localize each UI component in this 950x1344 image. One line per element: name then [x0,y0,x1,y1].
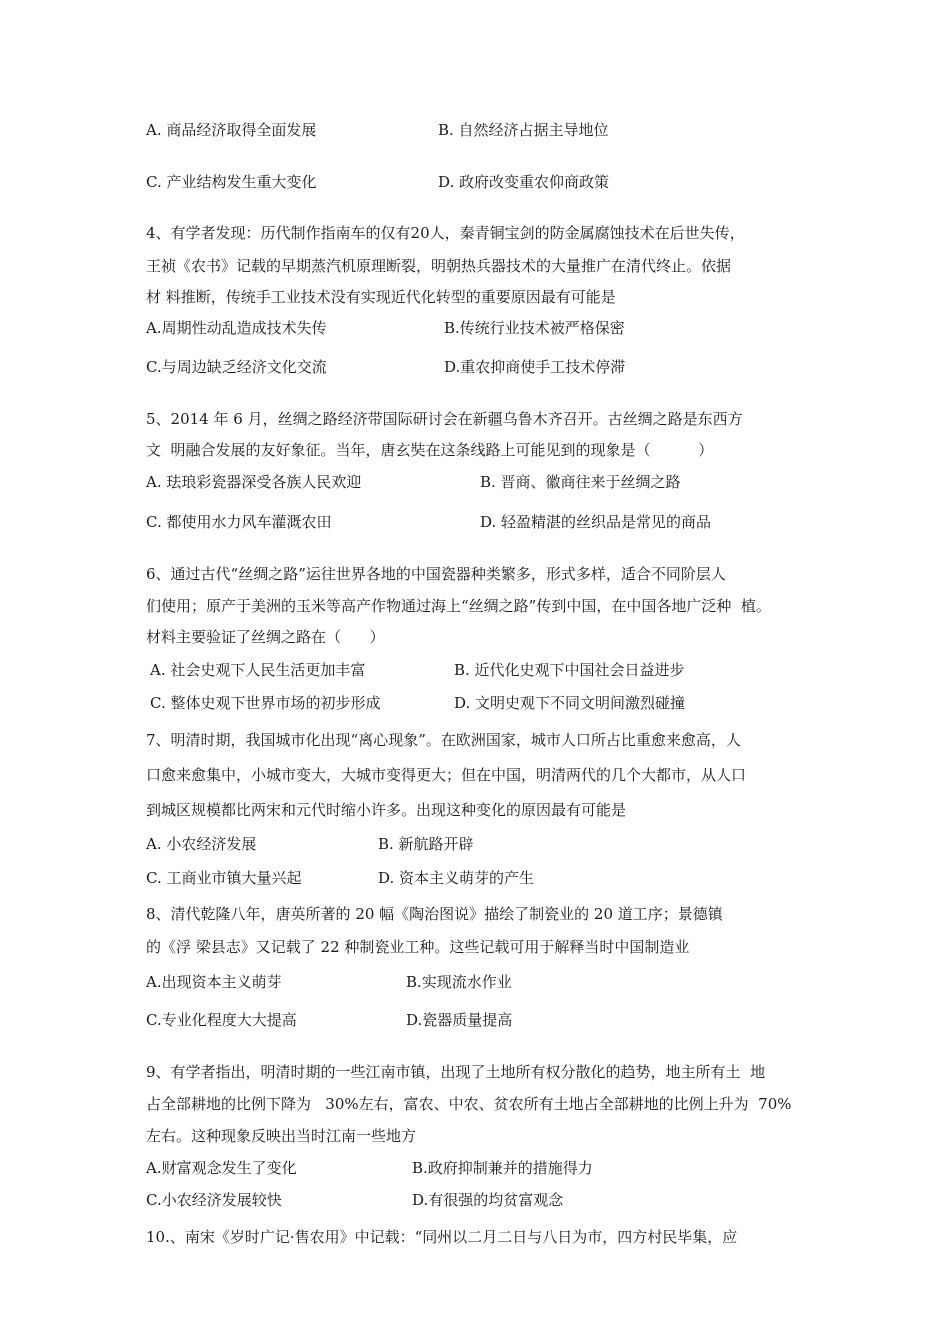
q5-option-a: A. 珐琅彩瓷器深受各族人民欢迎 [146,473,362,491]
q3-option-b: B. 自然经济占据主导地位 [438,121,609,139]
q7-stem-line-1: 7、明清时期，我国城市化出现“离心现象”。在欧洲国家，城市人口所占比重愈来愈高，人 [146,731,741,749]
q9-option-a: A.财富观念发生了变化 [146,1159,297,1177]
q6-option-a: A. 社会史观下人民生活更加丰富 [150,661,366,679]
q6-option-d: D. 文明史观下不同文明间激烈碰撞 [454,694,686,712]
q9-stem-line-1: 9、有学者指出，明清时期的一些江南市镇，出现了土地所有权分散化的趋势，地主所有土 地 [146,1063,766,1081]
q6-stem-line-1: 6、通过古代“丝绸之路”运往世界各地的中国瓷器种类繁多，形式多样，适合不同阶层人 [146,565,726,583]
q8-option-d: D.瓷器质量提高 [406,1011,513,1029]
q4-option-c: C.与周边缺乏经济文化交流 [146,358,327,376]
q3-option-d: D. 政府改变重农仰商政策 [438,173,610,191]
q9-stem-line-2: 占全部耕地的比例下降为 30%左右，富农、中农、贫农所有土地占全部耕地的比例上升为 70% [146,1095,792,1113]
q4-stem-line-2: 王祯《农书》记载的早期蒸汽机原理断裂，明朝热兵器技术的大量推广在清代终止。依据 [146,257,732,275]
q10-stem-line-1: 10.、南宋《岁时广记·售农用》中记载：“同州以二月二日与八日为市，四方村民毕集，应 [146,1228,738,1246]
q7-stem-line-3: 到城区规模都比两宋和元代时缩小许多。出现这种变化的原因最有可能是 [146,801,627,819]
q8-option-b: B.实现流水作业 [406,973,512,991]
q6-option-c: C. 整体史观下世界市场的初步形成 [150,694,381,712]
q8-option-a: A.出现资本主义萌芽 [146,973,282,991]
q6-stem-line-3: 材料主要验证了丝绸之路在（ ） [146,628,385,646]
q4-stem-line-3: 材 料推断，传统手工业技术没有实现近代化转型的重要原因最有可能是 [146,288,616,306]
q7-option-a: A. 小农经济发展 [146,835,257,853]
q8-stem-line-1: 8、清代乾隆八年，唐英所著的 20 幅《陶治图说》描绘了制瓷业的 20 道工序；景德镇 [146,905,723,923]
q5-option-b: B. 晋商、徽商往来于丝绸之路 [480,473,681,491]
q8-stem-line-2: 的《浮 梁县志》又记载了 22 种制瓷业工种。这些记载可用于解释当时中国制造业 [146,938,690,956]
q7-option-c: C. 工商业市镇大量兴起 [146,869,302,887]
q8-option-c: C.专业化程度大大提高 [146,1011,297,1029]
q5-stem-line-1: 5、2014 年 6 月，丝绸之路经济带国际研讨会在新疆乌鲁木齐召开。古丝绸之路是东西方 [146,410,743,428]
q7-option-d: D. 资本主义萌芽的产生 [378,869,535,887]
q3-option-a: A. 商品经济取得全面发展 [146,121,317,139]
q4-option-b: B.传统行业技术被严格保密 [444,319,625,337]
q4-stem-line-1: 4、有学者发现：历代制作指南车的仅有20人，秦青铜宝剑的防金属腐蚀技术在后世失传， [146,224,745,242]
q5-option-c: C. 都使用水力风车灌溉农田 [146,513,332,531]
q5-option-d: D. 轻盈精湛的丝织品是常见的商品 [480,513,712,531]
q6-stem-line-2: 们使用；原产于美洲的玉米等高产作物通过海上“丝绸之路”传到中国，在中国各地广泛种 植。 [146,597,771,615]
q4-option-a: A.周期性动乱造成技术失传 [146,319,327,337]
q4-option-d: D.重农抑商使手工技术停滞 [444,358,626,376]
q5-stem-line-2: 文 明融合发展的友好象征。当年，唐玄奘在这条线路上可能见到的现象是（ ） [146,441,714,459]
q3-option-c: C. 产业结构发生重大变化 [146,173,317,191]
q9-option-c: C.小农经济发展较快 [146,1191,282,1209]
q6-option-b: B. 近代化史观下中国社会日益进步 [454,661,685,679]
q9-option-d: D.有很强的均贫富观念 [412,1191,564,1209]
q7-stem-line-2: 口愈来愈集中，小城市变大，大城市变得更大；但在中国，明清两代的几个大都市，从人口 [146,766,747,784]
q9-option-b: B.政府抑制兼并的措施得力 [412,1159,593,1177]
q7-option-b: B. 新航路开辟 [378,835,474,853]
q9-stem-line-3: 左右。这种现象反映出当时江南一些地方 [146,1127,417,1145]
